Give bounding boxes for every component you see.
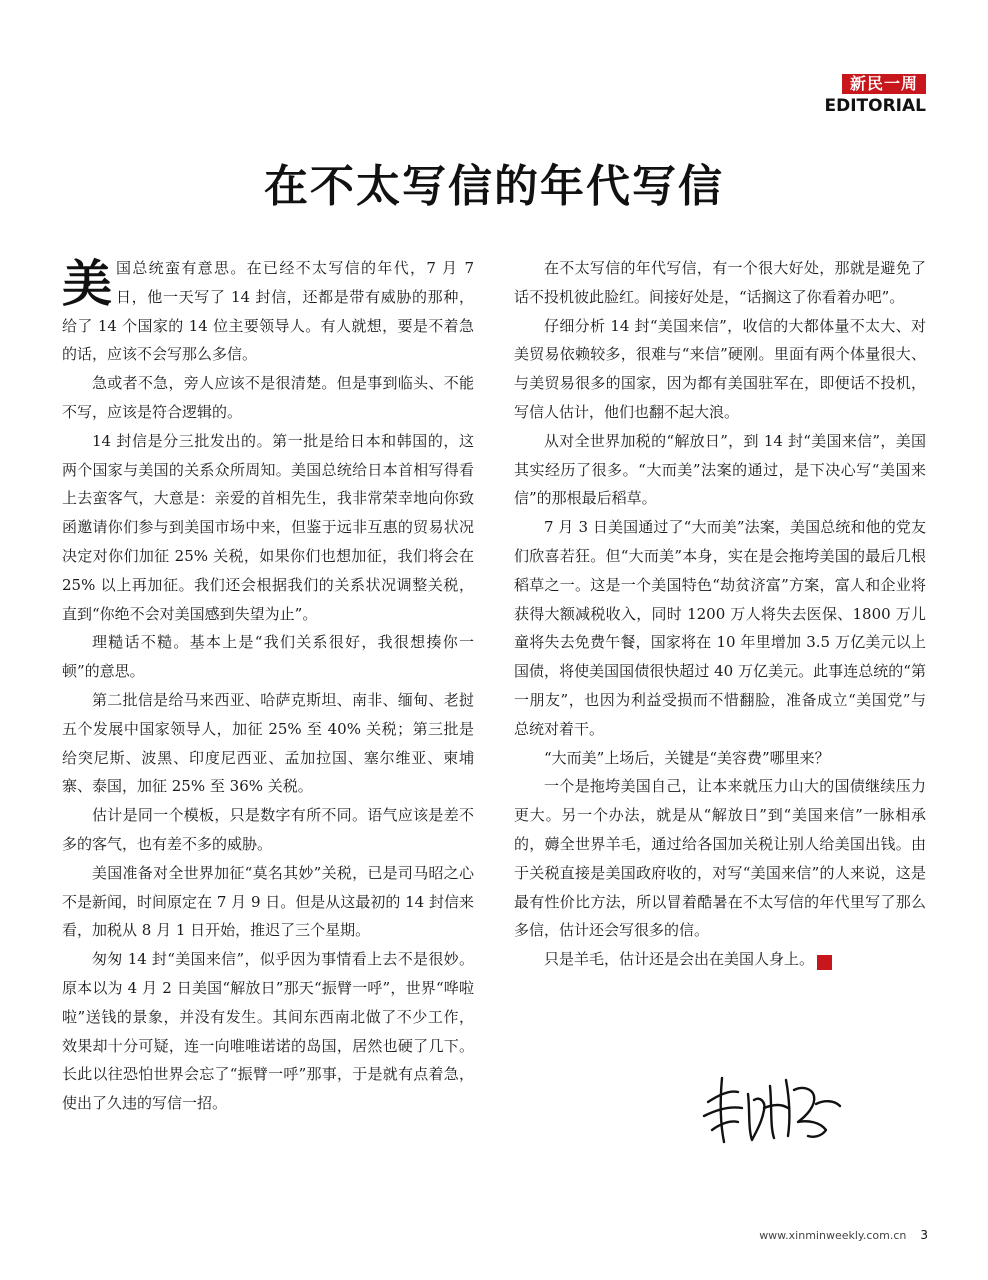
body-paragraph: “大而美”上场后，关键是“美容费”哪里来？ (544, 748, 830, 767)
closing-paragraph (514, 945, 926, 974)
drop-cap: 美 (62, 254, 112, 313)
first-paragraph (62, 254, 474, 369)
brand-label-editorial: EDITORIAL (824, 96, 926, 116)
body-paragraph: 7 月 3 日美国通过了“大而美”法案，美国总统和他的党友们欣喜若狂。但“大而美”本身，实在是会拖垮美国的最后几根稻草之一。这是一个美国特色“劫贫济富”方案，富人和企业将获得大额减税收入，同时 1200 万人将失去医保、1800 万儿童将失去免费午餐，国家将在 10 年里增加 3.5 万亿美元以上国债，将使美国国债很快超过 40 万亿美元。此事连总统的“第一朋友”，也因为利益受损而不惜翻脸，准备成立“美国党”与总统对着干。 (514, 518, 926, 738)
body-paragraph: 第二批信是给马来西亚、哈萨克斯坦、南非、缅甸、老挝五个发展中国家领导人，加征 25% 至 40% 关税；第三批是给突尼斯、波黑、印度尼西亚、孟加拉国、塞尔维亚、柬埔寨、泰国，加征 25% 至 36% 关税。 (62, 690, 474, 796)
right-column (514, 254, 926, 974)
left-column (62, 254, 474, 1118)
body-paragraph: 一个是拖垮美国自己，让本来就压力山大的国债继续压力更大。另一个办法，就是从“解放日”到“美国来信”一脉相承的，薅全世界羊毛，通过给各国加关税让别人给美国出钱。由于关税直接是美国政府收的，对写“美国来信”的人来说，这是最有性价比方法，所以冒着酷暑在不太写信的年代里写了那么多信，估计还会写很多的信。 (514, 777, 926, 940)
end-mark-icon: 民 (817, 955, 832, 970)
body-paragraph: 急或者不急，旁人应该不是很清楚。但是事到临头、不能不写，应该是符合逻辑的。 (62, 374, 474, 421)
body-paragraph: 美国准备对全世界加征“莫名其妙”关税，已是司马昭之心不是新闻，时间原定在 7 月 9 日。但是从这最初的 14 封信来看，加税从 8 月 1 日开始，推迟了三个星期。 (62, 863, 474, 940)
closing-text: 只是羊毛，估计还是会出在美国人身上。 (544, 950, 815, 969)
body-paragraph: 从对全世界加税的“解放日”，到 14 封“美国来信”，美国其实经历了很多。“大而美”法案的通过，是下决心写“美国来信”的那根最后稻草。 (514, 431, 926, 508)
body-paragraph: 在不太写信的年代写信，有一个很大好处，那就是避免了话不投机彼此脸红。间接好处是，“话搁这了你看着办吧”。 (514, 259, 926, 306)
body-paragraph: 仔细分析 14 封“美国来信”，收信的大都体量不太大、对美贸易依赖较多，很难与“来信”硬刚。里面有两个体量很大、与美贸易很多的国家，因为都有美国驻军在，即便话不投机，写信人估计，他们也翻不起大浪。 (514, 316, 926, 421)
author-signature (690, 1050, 850, 1150)
body-paragraph: 估计是同一个模板，只是数字有所不同。语气应该是差不多的客气，也有差不多的威胁。 (62, 806, 474, 853)
body-paragraph: 匆匆 14 封“美国来信”，似乎因为事情看上去不是很妙。原本以为 4 月 2 日美国“解放日”那天“振臂一呼”，世界“哗啦啦”送钱的景象，并没有发生。其间东西南北做了不少工作，效果却十分可疑，连一向唯唯诺诺的岛国，居然也硬了几下。长此以往恐怕世界会忘了“振臂一呼”那事，于是就有点着急，使出了久违的写信一招。 (62, 950, 474, 1113)
body-paragraph: 理糙话不糙。基本上是“我们关系很好，我很想揍你一顿”的意思。 (62, 633, 474, 681)
masthead-brand (826, 74, 926, 117)
brand-label-cn: 新民一周 (842, 74, 926, 94)
page-footer (759, 1228, 928, 1242)
footer-url: www.xinminweekly.com.cn (759, 1229, 907, 1242)
body-paragraph: 14 封信是分三批发出的。第一批是给日本和韩国的，这两个国家与美国的关系众所周知。美国总统给日本首相写得看上去蛮客气，大意是：亲爱的首相先生，我非常荣幸地向你致函邀请你们参与到美国市场中来，但鉴于远非互惠的贸易状况决定对你们加征 25% 关税，如果你们也想加征，我们将会在 25% 以上再加征。我们还会根据我们的关系状况调整关税，直到“你绝不会对美国感到失望为止”。 (62, 431, 474, 623)
page-number: 3 (920, 1228, 928, 1242)
article-title: 在不太写信的年代写信 (264, 161, 724, 212)
first-paragraph-text: 国总统蛮有意思。在已经不太写信的年代，7 月 7 日，他一天写了 14 封信，还都是带有威胁的那种，给了 14 个国家的 14 位主要领导人。有人就想，要是不着急的话，应该不会写那么多信。 (62, 259, 474, 364)
